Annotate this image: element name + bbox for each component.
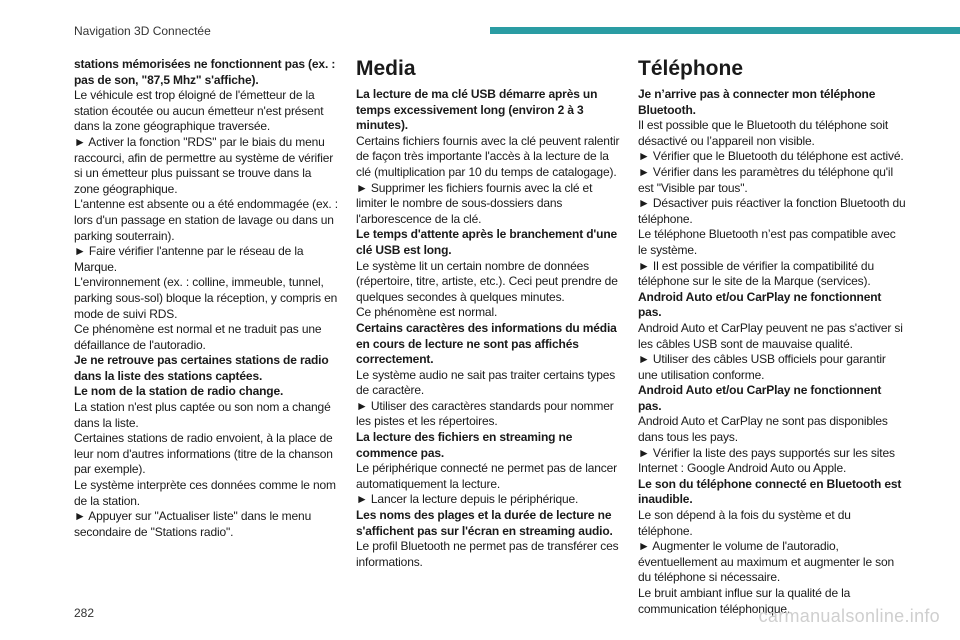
- body-paragraph: Ce phénomène est normal.: [356, 305, 498, 320]
- question-heading: Je ne retrouve pas certaines stations de radio dans la liste des stations captées.: [74, 353, 329, 383]
- running-header-title: Navigation 3D Connectée: [74, 24, 211, 38]
- body-paragraph: Le bruit ambiant influe sur la qualité de la communication téléphonique.: [638, 586, 851, 616]
- body-paragraph: ► Activer la fonction "RDS" par le biais du menu raccourci, afin de permettre au système de vérifier si un émetteur plus puissant se trouve dans la zone géographique.: [74, 134, 334, 196]
- question-heading: Les noms des plages et la durée de lecture ne s'affichent pas sur l'écran en streaming audio.: [356, 508, 613, 538]
- body-paragraph: ► Utiliser des câbles USB officiels pour garantir une utilisation conforme.: [638, 352, 886, 382]
- body-paragraph: Il est possible que le Bluetooth du téléphone soit désactivé ou l’appareil non visible.: [638, 118, 889, 148]
- question-heading: La lecture de ma clé USB démarre après un temps excessivement long (environ 2 à 3 minutes).: [356, 87, 598, 133]
- body-paragraph: ► Désactiver puis réactiver la fonction Bluetooth du téléphone.: [638, 196, 906, 226]
- body-paragraph: Certains fichiers fournis avec la clé peuvent ralentir de façon très importante l'accès à la lecture de la clé (multiplication par 10 du temps de catalogage).: [356, 133, 620, 179]
- body-paragraph: Android Auto et CarPlay peuvent ne pas s'activer si les câbles USB sont de mauvaise qualité.: [638, 320, 903, 351]
- question-heading: Android Auto et/ou CarPlay ne fonctionnent pas.: [638, 289, 882, 320]
- page-number: 282: [74, 606, 95, 620]
- body-paragraph: La station n'est plus captée ou son nom a changé dans la liste.: [74, 400, 331, 430]
- body-paragraph: Le véhicule est trop éloigné de l'émetteur de la station écoutée ou aucun émetteur n'est présent dans la zone géographique traversée.: [74, 88, 324, 134]
- media-paragraphs: [356, 87, 624, 570]
- question-heading: La lecture des fichiers en streaming ne commence pas.: [356, 430, 573, 460]
- body-paragraph: Certaines stations de radio envoient, à la place de leur nom d'autres informations (titre de la chanson par exemple).: [74, 431, 333, 477]
- body-paragraph: ► Utiliser des caractères standards pour nommer les pistes et les répertoires.: [356, 398, 614, 429]
- body-paragraph: ► Vérifier la liste des pays supportés sur les sites Internet : Google Android Auto ou Apple.: [638, 445, 895, 476]
- header-accent-bar: [490, 27, 960, 34]
- body-paragraph: ► Supprimer les fichiers fournis avec la clé et limiter le nombre de sous-dossiers dans l'arborescence de la clé.: [356, 180, 593, 226]
- body-paragraph: Le système audio ne sait pas traiter certains types de caractère.: [356, 367, 616, 398]
- question-heading: stations mémorisées ne fonctionnent pas (ex. : pas de son, "87,5 Mhz" s'affiche).: [74, 57, 336, 87]
- body-paragraph: ► Lancer la lecture depuis le périphérique.: [356, 492, 579, 507]
- section-heading-media: Media: [356, 57, 416, 80]
- column-media: [356, 57, 624, 570]
- question-heading: Certains caractères des informations du média en cours de lecture ne sont pas affichés correctement.: [356, 320, 617, 367]
- question-heading: Le son du téléphone connecté en Bluetooth est inaudible.: [638, 476, 902, 507]
- body-paragraph: Ce phénomène est normal et ne traduit pas une défaillance de l'autoradio.: [74, 322, 322, 352]
- body-paragraph: Le téléphone Bluetooth n’est pas compatible avec le système.: [638, 227, 896, 257]
- column-radio: [74, 57, 338, 540]
- body-paragraph: ► Vérifier dans les paramètres du téléphone qu'il est "Visible par tous".: [638, 164, 893, 195]
- column-telephone: [638, 57, 906, 617]
- body-paragraph: Le son dépend à la fois du système et du téléphone.: [638, 508, 851, 538]
- body-paragraph: ► Il est possible de vérifier la compatibilité du téléphone sur le site de la Marque (services).: [638, 258, 874, 289]
- body-paragraph: Le système lit un certain nombre de données (répertoire, titre, artiste, etc.). Ceci peut prendre de quelques secondes à quelques minutes.: [356, 258, 618, 304]
- body-paragraph: ► Augmenter le volume de l'autoradio, éventuellement au maximum et augmenter le son du téléphone si nécessaire.: [638, 539, 895, 585]
- section-heading-telephone: Téléphone: [638, 57, 744, 80]
- question-heading: Le nom de la station de radio change.: [74, 384, 284, 399]
- body-paragraph: Le système interprète ces données comme le nom de la station.: [74, 478, 336, 508]
- body-paragraph: Le profil Bluetooth ne permet pas de transférer ces informations.: [356, 539, 619, 569]
- telephone-paragraphs: [638, 87, 906, 617]
- body-paragraph: ► Faire vérifier l'antenne par le réseau de la Marque.: [74, 244, 304, 274]
- watermark: carmanualsonline.info: [758, 606, 940, 626]
- body-paragraph: ► Vérifier que le Bluetooth du téléphone est activé.: [638, 149, 904, 164]
- body-paragraph: Android Auto et CarPlay ne sont pas disponibles dans tous les pays.: [638, 414, 888, 445]
- body-paragraph: ► Appuyer sur "Actualiser liste" dans le menu secondaire de "Stations radio".: [74, 509, 312, 539]
- body-paragraph: L'environnement (ex. : colline, immeuble, tunnel, parking sous-sol) bloque la réception, y compris en mode de suivi RDS.: [74, 275, 338, 321]
- question-heading: Je n’arrive pas à connecter mon téléphone Bluetooth.: [638, 87, 876, 117]
- question-heading: Android Auto et/ou CarPlay ne fonctionnent pas.: [638, 383, 882, 413]
- question-heading: Le temps d'attente après le branchement d'une clé USB est long.: [356, 227, 618, 257]
- body-paragraph: Le périphérique connecté ne permet pas de lancer automatiquement la lecture.: [356, 461, 617, 491]
- body-paragraph: L'antenne est absente ou a été endommagée (ex. : lors d'un passage en station de lavage ou dans un parking souterrain).: [74, 197, 338, 243]
